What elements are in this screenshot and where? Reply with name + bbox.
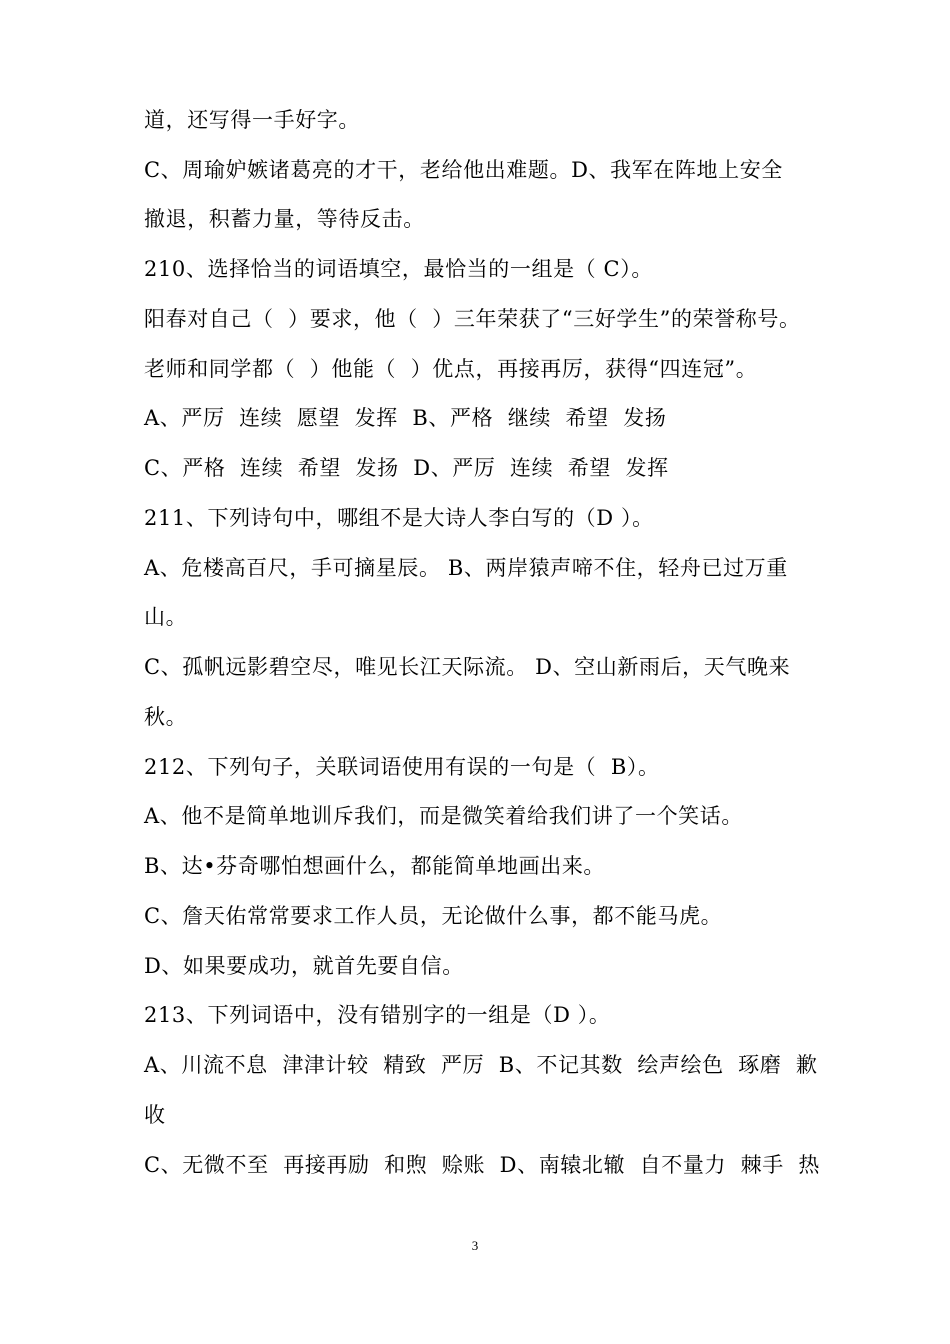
question-210: 210、选择恰当的词语填空，最恰当的一组是（ C）。	[144, 257, 653, 281]
option-line: A、川流不息 津津计较 精致 严厉 B、不记其数 绘声绘色 琢磨 歉	[144, 1053, 818, 1077]
option-line: A、他不是简单地训斥我们，而是微笑着给我们讲了一个笑话。	[144, 804, 743, 828]
option-line: A、危楼高百尺，手可摘星辰。 B、两岸猿声啼不住，轻舟已过万重	[144, 556, 788, 580]
option-line: B、达•芬奇哪怕想画什么，都能简单地画出来。	[144, 854, 606, 878]
option-line: D、如果要成功，就首先要自信。	[144, 954, 464, 978]
text-line: 阳春对自己（ ）要求，他（ ）三年荣获了“三好学生”的荣誉称号。	[144, 307, 801, 331]
option-line: A、严厉 连续 愿望 发挥 B、严格 继续 希望 发扬	[144, 406, 667, 430]
text-line: 撤退，积蓄力量，等待反击。	[144, 207, 425, 231]
text-line: 秋。	[144, 705, 188, 729]
option-line: C、孤帆远影碧空尽，唯见长江天际流。 D、空山新雨后，天气晚来	[144, 655, 791, 679]
text-line: C、周瑜妒嫉诸葛亮的才干，老给他出难题。D、我军在阵地上安全	[144, 158, 783, 182]
question-212: 212、下列句子，关联词语使用有误的一句是（ B）。	[144, 755, 660, 779]
option-line: C、严格 连续 希望 发扬 D、严厉 连续 希望 发挥	[144, 456, 669, 480]
question-211: 211、下列诗句中，哪组不是大诗人李白写的（D ）。	[144, 506, 654, 530]
question-213: 213、下列词语中，没有错别字的一组是（D ）。	[144, 1003, 611, 1027]
text-line: 老师和同学都（ ）他能（ ）优点，再接再厉，获得“四连冠”。	[144, 357, 758, 381]
text-line: 收	[144, 1103, 166, 1127]
option-line: C、无微不至 再接再励 和煦 赊账 D、南辕北辙 自不量力 棘手 热	[144, 1153, 820, 1177]
page-number: 3	[471, 1238, 479, 1253]
text-line: 山。	[144, 605, 188, 629]
option-line: C、詹天佑常常要求工作人员，无论做什么事，都不能马虎。	[144, 904, 723, 928]
text-line: 道，还写得一手好字。	[144, 108, 360, 132]
